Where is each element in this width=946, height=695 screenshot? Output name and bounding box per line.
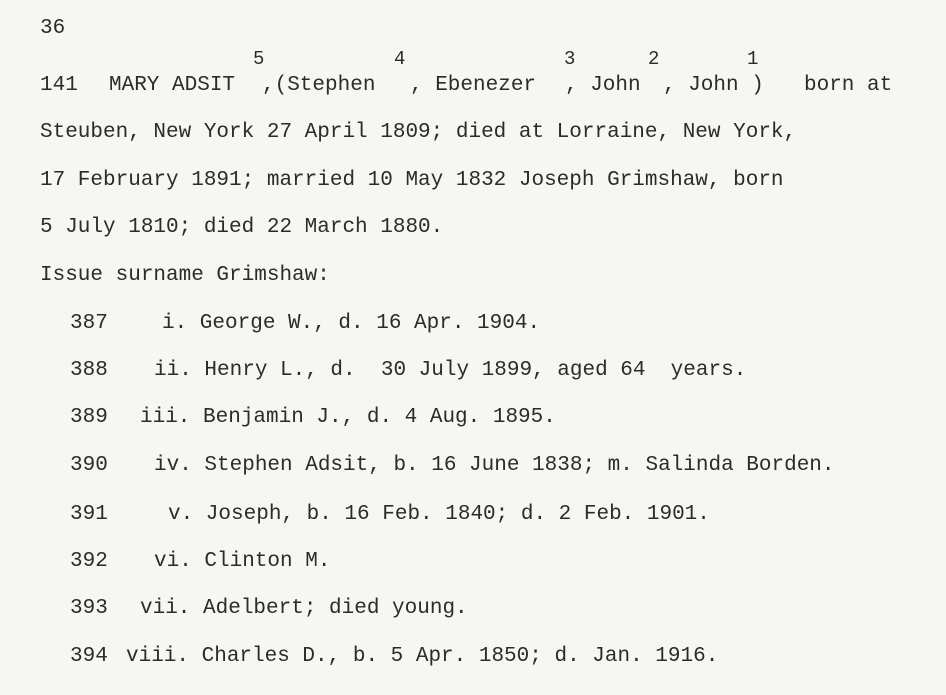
issue-number: 389 — [70, 406, 108, 429]
ancestry-segment: , John — [565, 74, 641, 97]
issue-item: i. George W., d. 16 Apr. 1904. — [162, 312, 541, 335]
issue-item: ii. Henry L., d. 30 July 1899, aged 64 years. — [154, 359, 747, 382]
issue-item: iii. Benjamin J., d. 4 Aug. 1895. — [140, 406, 556, 429]
entry-body-line: 17 February 1891; married 10 May 1832 Joseph Grimshaw, born — [40, 169, 784, 192]
issue-number: 388 — [70, 359, 108, 382]
ancestry-segment: , John ) — [663, 74, 764, 97]
issue-number: 387 — [70, 312, 108, 335]
generation-superscript: 5 — [253, 48, 265, 70]
issue-item: vi. Clinton M. — [154, 550, 331, 573]
entry-body-line: Steuben, New York 27 April 1809; died at Lorraine, New York, — [40, 121, 797, 144]
issue-item: viii. Charles D., b. 5 Apr. 1850; d. Jan. 1916. — [126, 645, 719, 668]
issue-number: 391 — [70, 503, 108, 526]
entry-number: 141 — [40, 74, 78, 97]
issue-heading: Issue surname Grimshaw: — [40, 264, 330, 287]
issue-number: 390 — [70, 454, 108, 477]
entry-body-line: 5 July 1810; died 22 March 1880. — [40, 216, 444, 239]
ancestry-segment: ,(Stephen — [262, 74, 376, 97]
generation-superscript: 4 — [394, 48, 406, 70]
issue-number: 392 — [70, 550, 108, 573]
issue-number: 393 — [70, 597, 108, 620]
issue-item: v. Joseph, b. 16 Feb. 1840; d. 2 Feb. 1901. — [168, 503, 710, 526]
page-number: 36 — [40, 17, 66, 40]
ancestry-segment: , Ebenezer — [410, 74, 537, 97]
generation-superscript: 1 — [747, 48, 759, 70]
entry-name: MARY ADSIT — [109, 74, 236, 97]
issue-number: 394 — [70, 645, 108, 668]
generation-superscript: 2 — [648, 48, 660, 70]
generation-superscript: 3 — [564, 48, 576, 70]
issue-item: iv. Stephen Adsit, b. 16 June 1838; m. Salinda Borden. — [154, 454, 835, 477]
issue-item: vii. Adelbert; died young. — [140, 597, 468, 620]
born-at-text: born at — [804, 74, 893, 97]
